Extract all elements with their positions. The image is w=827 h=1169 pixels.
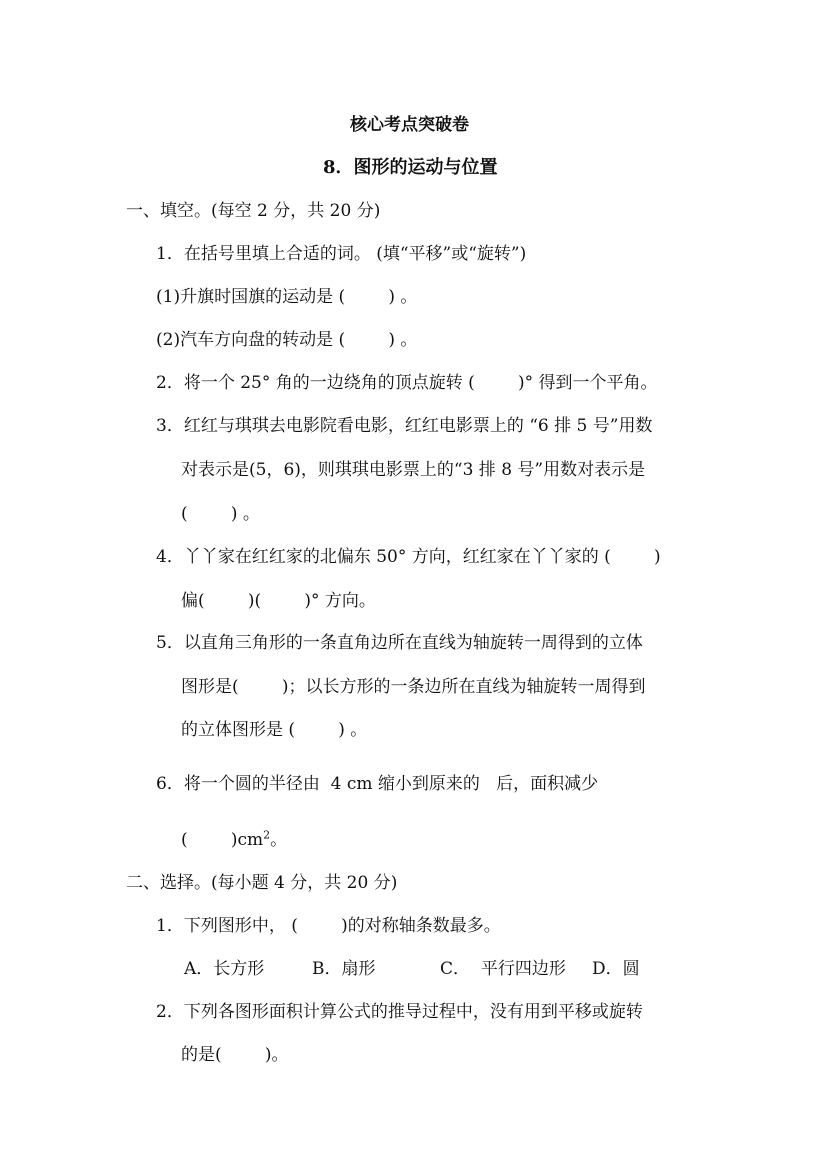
s1-q2: 2．将一个 25° 角的一边绕角的顶点旋转 ( )° 得到一个平角。: [156, 373, 658, 393]
s2-q1-stem: 1．下列图形中， ( )的对称轴条数最多。: [156, 916, 501, 936]
s2-q1-option-a: A．长方形: [184, 959, 265, 979]
s2-q2-line2: 的是( )。: [181, 1045, 289, 1065]
s2-q1-option-d: D．圆: [592, 959, 640, 979]
s1-q6-period: 。: [270, 830, 288, 850]
s1-q6-unit-superscript: 2: [263, 828, 271, 842]
s1-q4-line2: 偏( )( )° 方向。: [181, 591, 376, 611]
s1-q6-answer-blank: ( )cm: [181, 830, 264, 850]
page-subtitle: 8．图形的运动与位置: [323, 157, 498, 178]
s1-q6-line1: 6．将一个圆的半径由 4 cm 缩小到原来的 后，面积减少: [156, 774, 599, 794]
s1-q5-line1: 5．以直角三角形的一条直角边所在直线为轴旋转一周得到的立体: [156, 633, 643, 653]
s1-q6-line2: [181, 829, 287, 851]
s1-q5-line2: 图形是( )；以长方形的一条边所在直线为轴旋转一周得到: [181, 677, 646, 697]
section1-heading: 一、填空。(每空 2 分，共 20 分): [126, 201, 381, 221]
s2-q1-option-b: B．扇形: [312, 959, 376, 979]
s1-q1-stem: 1．在括号里填上合适的词。 (填“平移”或“旋转”): [156, 244, 527, 264]
s1-q1-sub1: (1)升旗时国旗的运动是 ( ) 。: [156, 287, 418, 307]
s1-q3-line2: 对表示是(5，6)，则琪琪电影票上的“3 排 8 号”用数对表示是: [181, 460, 646, 480]
page-title: 核心考点突破卷: [350, 115, 469, 135]
s1-q3-line1: 3．红红与琪琪去电影院看电影，红红电影票上的 “6 排 5 号”用数: [156, 416, 653, 436]
s2-q2-line1: 2．下列各图形面积计算公式的推导过程中，没有用到平移或旋转: [156, 1002, 643, 1022]
s1-q3-line3: ( ) 。: [181, 504, 260, 524]
s1-q5-line3: 的立体图形是 ( ) 。: [181, 720, 368, 740]
section2-heading: 二、选择。(每小题 4 分，共 20 分): [126, 873, 398, 893]
s2-q1-option-c: C． 平行四边形: [440, 959, 566, 979]
s1-q1-sub2: (2)汽车方向盘的转动是 ( ) 。: [156, 330, 418, 350]
s1-q4-line1: 4．丫丫家在红红家的北偏东 50° 方向，红红家在丫丫家的 ( ): [156, 547, 661, 567]
